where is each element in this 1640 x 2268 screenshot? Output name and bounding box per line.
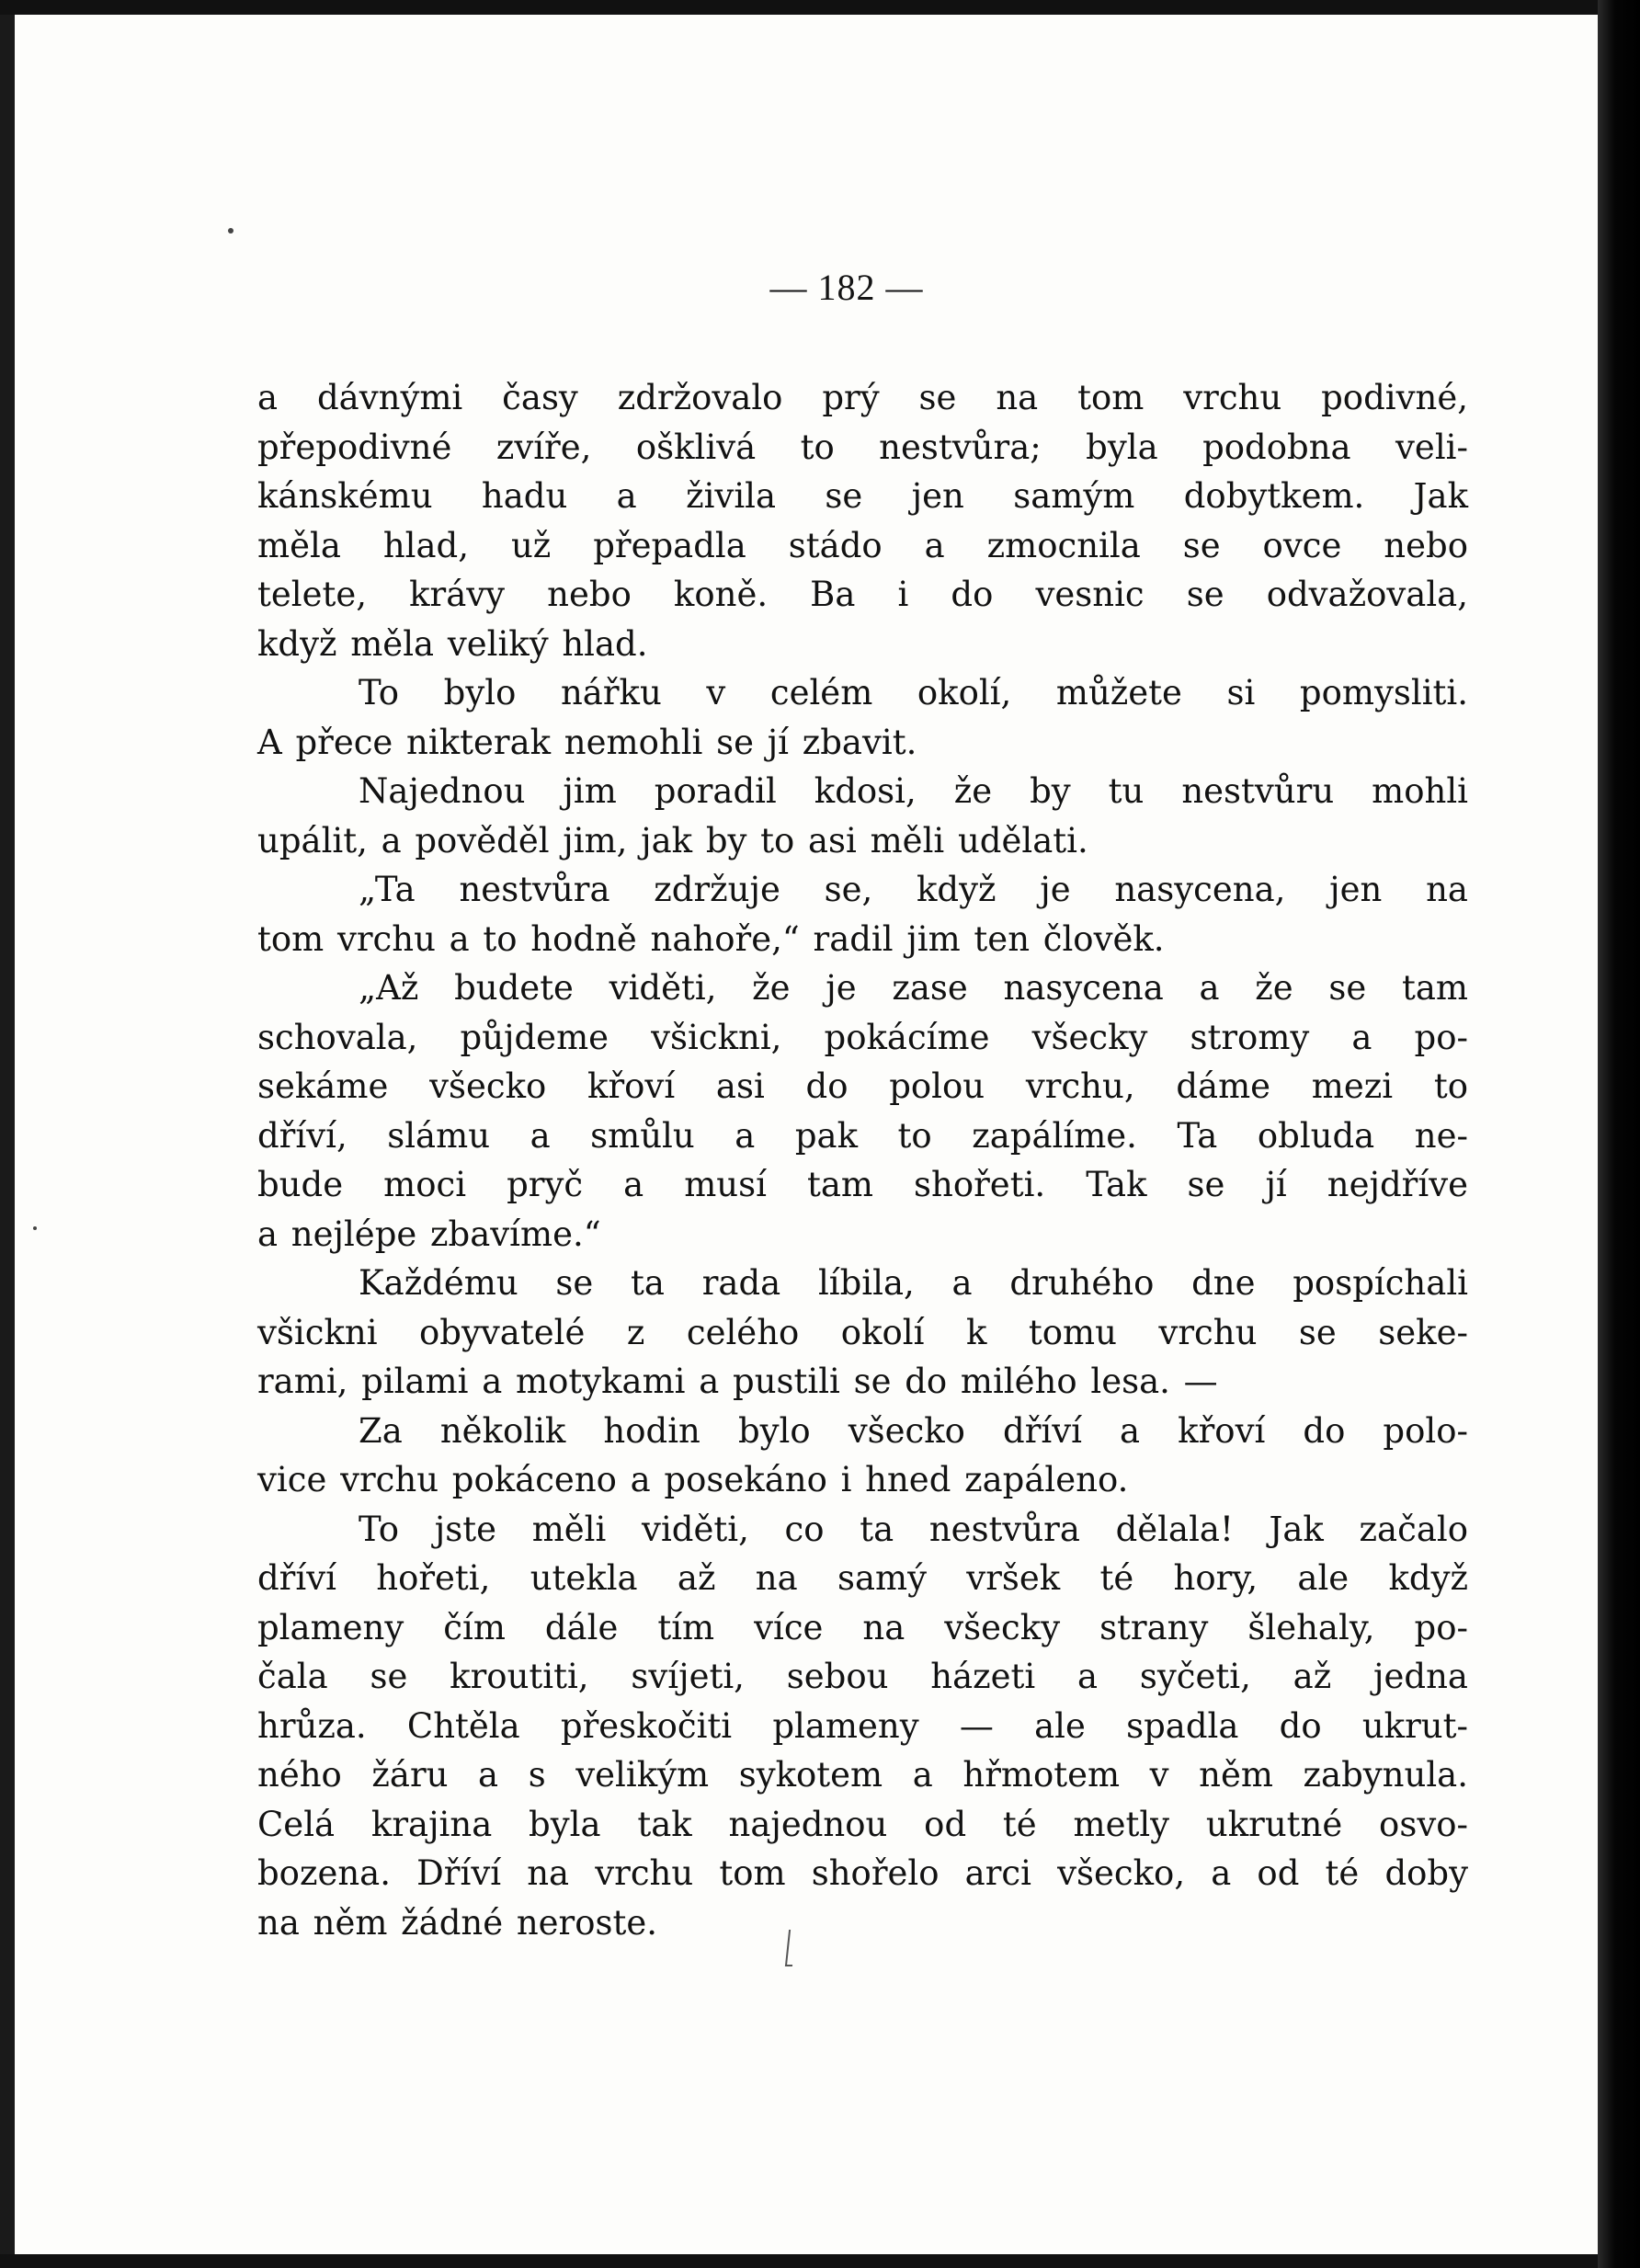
paragraph <box>257 668 1468 767</box>
body-text <box>257 373 1468 1947</box>
text-line: přepodivné zvíře, ošklivá to nestvůra; byla podobna veli- <box>257 427 1468 467</box>
paragraph <box>257 1259 1468 1407</box>
text-line: a nejlépe zbavíme.“ <box>257 1214 601 1254</box>
text-line: měla hlad, už přepadla stádo a zmocnila se ovce nebo <box>257 525 1468 565</box>
text-line: schovala, půjdeme všickni, pokácíme všecky stromy a po- <box>257 1017 1468 1057</box>
text-line: telete, krávy nebo koně. Ba i do vesnic se odvažovala, <box>257 575 1468 614</box>
text-line: A přece nikterak nemohli se jí zbavit. <box>257 722 917 762</box>
text-line: „Až budete viděti, že je zase nasycena a že se tam <box>359 968 1468 1008</box>
text-line: sekáme všecko křoví asi do polou vrchu, dáme mezi to <box>257 1066 1468 1106</box>
text-line: bude moci pryč a musí tam shořeti. Tak se jí nejdříve <box>257 1165 1468 1204</box>
scan-border-right <box>1598 0 1640 2268</box>
text-line: Každému se ta rada líbila, a druhého dne pospíchali <box>359 1263 1468 1303</box>
scan-border-top <box>0 0 1640 15</box>
text-line: vice vrchu pokáceno a posekáno i hned zapáleno. <box>257 1460 1129 1499</box>
paragraph <box>257 1505 1468 1948</box>
text-line: a dávnými časy zdržovalo prý se na tom vrchu podivné, <box>257 378 1468 417</box>
text-line: kánskému hadu a živila se jen samým dobytkem. Jak <box>257 476 1468 516</box>
text-line: všickni obyvatelé z celého okolí k tomu vrchu se seke- <box>257 1312 1468 1352</box>
paper-speck <box>228 228 233 234</box>
text-line: Najednou jim poradil kdosi, že by tu nestvůru mohli <box>359 771 1468 811</box>
text-line: na něm žádné neroste. <box>257 1902 658 1943</box>
text-line: hrůza. Chtěla přeskočiti plameny — ale spadla do ukrut- <box>257 1705 1468 1746</box>
scan-border-left <box>0 0 15 2268</box>
scan-border-bottom <box>0 2254 1640 2268</box>
paragraph <box>257 373 1468 668</box>
paragraph <box>257 767 1468 865</box>
text-line: bozena. Dříví na vrchu tom shořelo arci všecko, a od té doby <box>257 1853 1468 1893</box>
text-line: dříví, slámu a smůlu a pak to zapálíme. Ta obluda ne- <box>257 1115 1468 1156</box>
paragraph <box>257 963 1468 1259</box>
text-line: dříví hořeti, utekla až na samý vršek té hory, ale když <box>257 1558 1468 1598</box>
text-line: čala se kroutiti, svíjeti, sebou házeti a syčeti, až jedna <box>257 1657 1468 1696</box>
paragraph <box>257 865 1468 963</box>
text-line: ného žáru a s velikým sykotem a hřmotem v něm zabynula. <box>257 1755 1468 1795</box>
page-number: — 182 — <box>769 267 924 308</box>
text-line: Celá krajina byla tak najednou od té metly ukrutné osvo- <box>257 1804 1468 1844</box>
text-line: „Ta nestvůra zdržuje se, když je nasycena, jen na <box>359 870 1468 909</box>
paragraph <box>257 1407 1468 1505</box>
text-line: když měla veliký hlad. <box>257 623 648 664</box>
text-line: To jste měli viděti, co ta nestvůra dělala! Jak začalo <box>359 1509 1468 1549</box>
text-line: tom vrchu a to hodně nahoře,“ radil jim ten člověk. <box>257 918 1165 959</box>
paper-speck <box>33 1226 37 1230</box>
text-line: To bylo nářku v celém okolí, můžete si pomysliti. <box>359 673 1468 712</box>
text-line: Za několik hodin bylo všecko dříví a křoví do polo- <box>359 1410 1468 1451</box>
text-line: rami, pilami a motykami a pustili se do milého lesa. — <box>257 1362 1218 1401</box>
text-line: upálit, a pověděl jim, jak by to asi měli udělati. <box>257 820 1088 860</box>
text-line: plameny čím dále tím více na všecky strany šlehaly, po- <box>257 1607 1468 1647</box>
book-page <box>15 15 1598 2254</box>
